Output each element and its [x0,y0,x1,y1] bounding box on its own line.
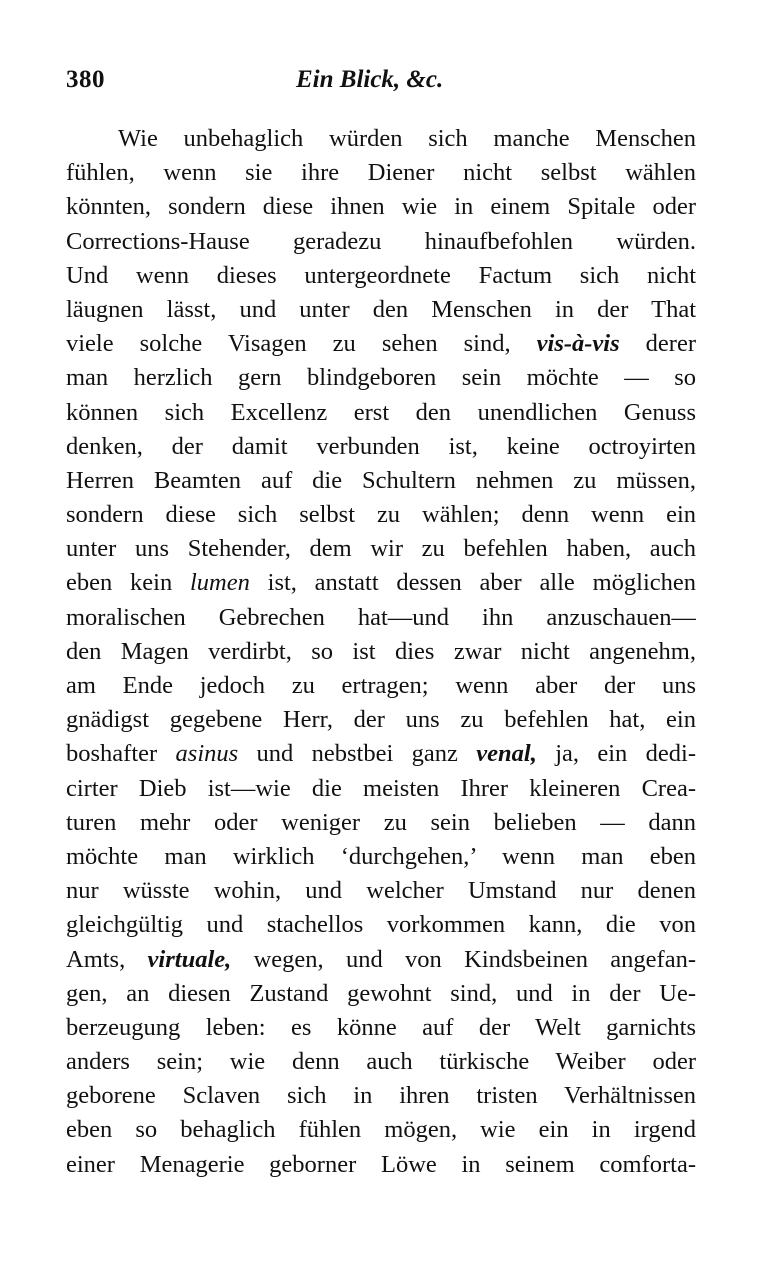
text-line [66,430,696,464]
text-segment: unter uns Stehender, dem wir zu befehlen haben, auch [66,535,696,563]
text-segment: viele solche Visagen zu sehen sind, [66,330,537,358]
text-line [66,566,696,600]
text-line [66,635,696,669]
text-segment: man herzlich gern blindgeboren sein möchte — so [66,364,696,392]
text-segment: am Ende jedoch zu ertragen; wenn aber der uns [66,672,696,699]
text-segment: ja, ein dedi- [536,740,696,768]
text-line [66,601,696,635]
text-line [66,669,696,703]
text-line [66,396,696,430]
text-line [66,1045,696,1079]
running-head: Ein Blick, &c. [296,66,444,93]
text-line [66,122,696,156]
text-line [66,806,696,840]
emphasis-text: asinus [175,740,239,768]
text-line [66,703,696,737]
text-segment: können sich Excellenz erst den unendlichen Genuss [66,398,696,426]
text-segment: Corrections-Hause geradezu hinaufbefohlen würden. [66,227,696,255]
page-number: 380 [66,66,105,93]
text-line [66,361,696,395]
text-segment: ist, anstatt dessen aber alle möglichen [249,569,696,597]
text-line [66,772,696,806]
text-segment: Herren Beamten auf die Schultern nehmen zu müssen, [66,466,696,494]
text-line [66,327,696,361]
text-segment: moralischen Gebrechen hat—und ihn anzuschauen— [66,603,696,631]
text-line [66,532,696,566]
text-segment: den Magen verdirbt, so ist dies zwar nicht angenehm, [66,637,696,665]
text-line [66,1148,696,1182]
emphasis-text: venal, [476,740,537,768]
text-segment: derer [619,330,696,358]
text-line [66,908,696,942]
text-segment: Wie unbehaglich würden sich manche Menschen [118,125,696,152]
text-segment: eben so behaglich fühlen mögen, wie ein in irgend [66,1116,696,1144]
text-segment: gen, an diesen Zustand gewohnt sind, und in der Ue- [66,979,696,1007]
text-line [66,225,696,259]
text-segment: berzeugung leben: es könne auf der Welt garnichts [66,1013,696,1041]
text-segment: sondern diese sich selbst zu wählen; denn wenn ein [66,501,696,529]
text-line [66,737,696,771]
text-segment: läugnen lässt, und unter den Menschen in der That [66,295,696,323]
text-line [66,190,696,224]
text-segment: möchte man wirklich ‘durchgehen,’ wenn man eben [66,842,696,870]
page-header [66,66,696,106]
emphasis-text: vis-à-vis [536,330,620,358]
body-text [66,122,696,1182]
text-segment: gleichgültig und stachellos vorkommen kann, die von [66,911,696,939]
emphasis-text: virtuale, [147,945,232,973]
text-segment: Und wenn dieses untergeordnete Factum sich nicht [66,261,696,289]
text-line [66,259,696,293]
text-segment: könnten, sondern diese ihnen wie in einem Spitale oder [66,193,696,221]
text-segment: geborene Sclaven sich in ihren tristen Verhältnissen [66,1082,696,1110]
text-segment: Amts, [66,945,148,973]
text-segment: turen mehr oder weniger zu sein belieben — dann [66,808,696,836]
text-segment: und nebstbei ganz [238,740,477,768]
text-line [66,943,696,977]
text-segment: denken, der damit verbunden ist, keine octroyirten [66,432,696,460]
text-line [66,840,696,874]
text-segment: wegen, und von Kindsbeinen angefan- [231,945,696,973]
text-segment: nur wüsste wohin, und welcher Umstand nur denen [66,877,696,905]
text-line [66,156,696,190]
text-segment: eben kein [66,569,190,597]
text-line [66,1113,696,1147]
emphasis-text: lumen [189,569,250,597]
text-line [66,1079,696,1113]
text-line [66,977,696,1011]
text-line [66,293,696,327]
text-segment: einer Menagerie geborner Löwe in seinem comforta- [66,1150,696,1178]
text-line [66,1011,696,1045]
text-line [66,874,696,908]
text-segment: fühlen, wenn sie ihre Diener nicht selbst wählen [66,159,696,187]
text-segment: cirter Dieb ist—wie die meisten Ihrer kleineren Crea- [66,774,696,802]
text-segment: gnädigst gegebene Herr, der uns zu befehlen hat, ein [66,706,696,734]
text-line [66,464,696,498]
text-segment: boshafter [66,740,176,768]
text-line [66,498,696,532]
text-segment: anders sein; wie denn auch türkische Weiber oder [66,1048,696,1076]
